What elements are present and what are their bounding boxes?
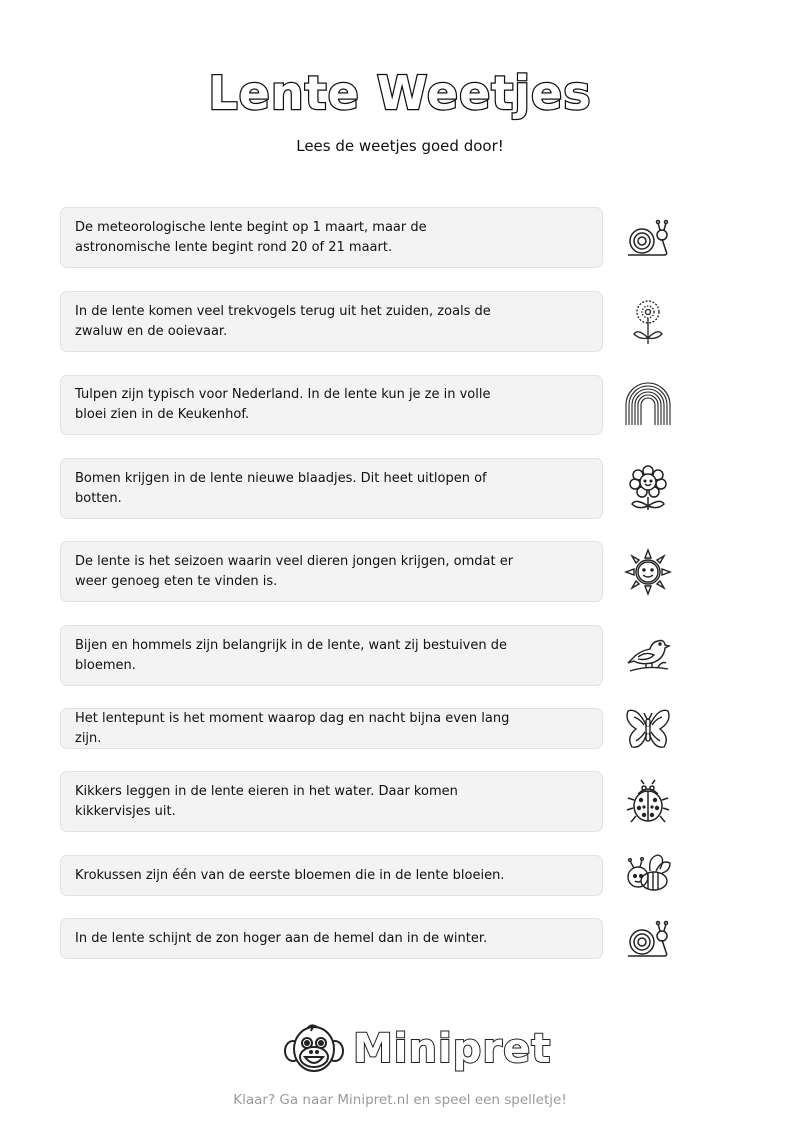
rainbow-icon [624,381,672,429]
logo-text: Minipret [353,1026,552,1072]
fact-box [60,625,603,686]
snail-icon [624,916,672,964]
ladybug-icon [624,778,672,826]
butterfly-icon [624,705,672,753]
fact-text: Krokussen zijn één van de eerste bloemen die in de lente bloeien. [75,867,505,883]
fact-box [60,458,603,519]
dandelion-icon [624,298,672,346]
snail-icon [624,215,672,263]
fact-text: Kikkers leggen in de lente eieren in het water. Daar komen kikkervisjes uit. [75,783,458,819]
bee-icon [624,851,672,899]
minipret-logo[interactable] [283,1020,552,1078]
fact-box [60,918,603,959]
fact-text: De lente is het seizoen waarin veel dieren jongen krijgen, omdat er weer genoeg eten te vinden is. [75,553,514,589]
monkey-icon [283,1023,345,1075]
fact-box [60,207,603,268]
fact-text: Bomen krijgen in de lente nieuwe blaadjes. Dit heet uitlopen of botten. [75,470,487,506]
page-title: Lente Weetjes [208,66,592,120]
sun-icon [624,548,672,596]
fact-box [60,291,603,352]
flower-icon [624,464,672,512]
fact-text: Bijen en hommels zijn belangrijk in de lente, want zij bestuiven de bloemen. [75,637,507,673]
fact-box [60,708,603,749]
fact-box [60,771,603,832]
fact-text: Het lentepunt is het moment waarop dag en nacht bijna even lang zijn. [75,710,510,746]
fact-text: In de lente komen veel trekvogels terug uit het zuiden, zoals de zwaluw en de ooievaar. [75,303,491,339]
bird-icon [624,631,672,679]
fact-text: De meteorologische lente begint op 1 maart, maar de astronomische lente begint rond 20 of 21 maart. [75,219,427,255]
fact-box [60,541,603,602]
fact-box [60,375,603,435]
fact-text: Tulpen zijn typisch voor Nederland. In de lente kun je ze in volle bloei zien in de Keukenhof. [75,387,491,422]
page-subtitle: Lees de weetjes goed door! [296,137,504,155]
fact-text: In de lente schijnt de zon hoger aan de hemel dan in de winter. [75,930,488,946]
footer-cta: Klaar? Ga naar Minipret.nl en speel een spelletje! [233,1092,567,1108]
fact-box [60,855,603,896]
